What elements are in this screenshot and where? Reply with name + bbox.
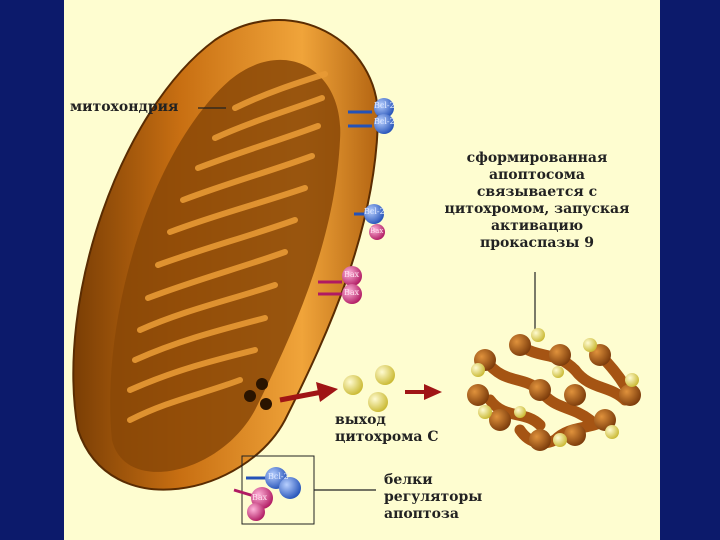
apoptosome [467,328,641,451]
bcl2-label-4: Bcl-2 [268,472,289,481]
to-apoptosome-arrow [405,384,442,400]
bax-label-2: Bax [344,270,360,279]
regulators-label: белки регуляторы апоптоза [384,472,483,522]
bax-label-4: Bax [252,493,268,502]
bcl2-label-2: Bcl-2 [374,117,395,126]
cytochrome-c-molecules [343,365,395,412]
bcl2-label-3: Bcl-2 [364,207,385,216]
cytochrome-release-label: выход цитохрома С [335,412,439,445]
bax-label-1: Bax [370,227,384,235]
mitochondria-label: митохондрия [70,99,179,115]
bax-label-3: Bax [344,288,360,297]
mitochondrion [73,20,378,490]
apoptosome-label: сформированная апоптосома связывается с цитохромом, запуская активацию прокаспазы 9 [444,150,630,251]
bcl2-label-1: Bcl-2 [374,101,395,110]
